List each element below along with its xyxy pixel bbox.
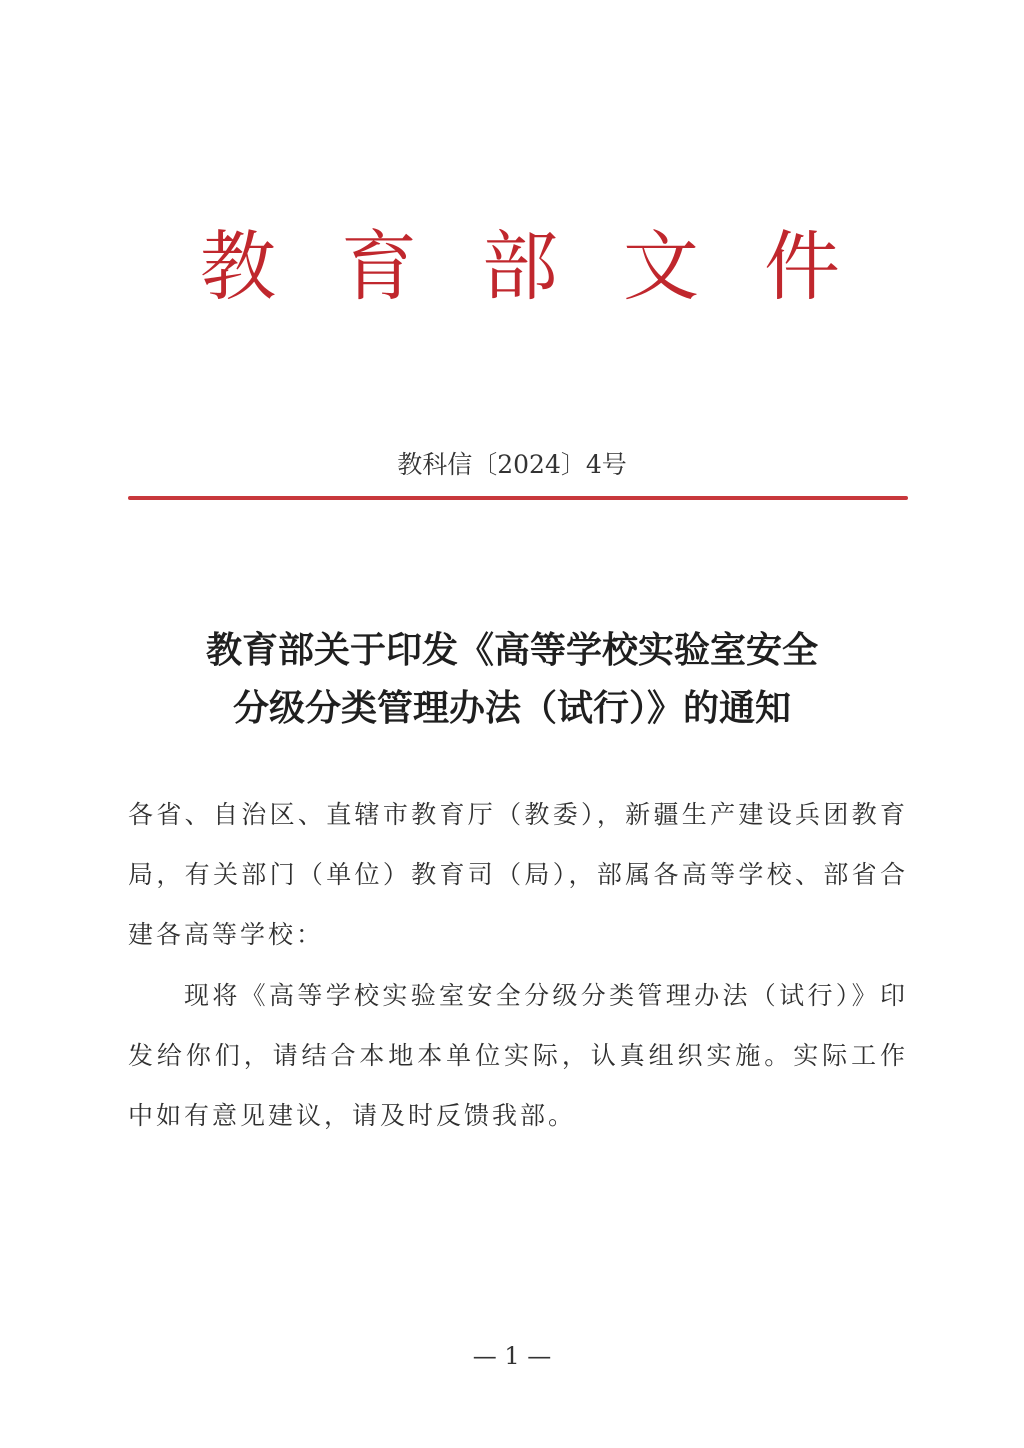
notice-title-line-2: 分级分类管理办法（试行）》的通知 [232, 688, 791, 729]
issuer-header [200, 222, 840, 312]
issuer-char: 件 [764, 222, 840, 311]
red-divider [128, 496, 908, 500]
issuer-char: 教 [200, 222, 276, 311]
notice-title [0, 622, 1024, 738]
notice-title-line-1: 教育部关于印发《高等学校实验室安全 [205, 630, 818, 671]
body-paragraph: 现将《高等学校实验室安全分级分类管理办法（试行）》印发给你们，请结合本地本单位实际，认真组织实施。实际工作中如有意见建议，请及时反馈我部。 [128, 981, 908, 1130]
page-number: — 1 — [472, 1342, 552, 1370]
document-number: 教科信〔2024〕4号 [397, 450, 627, 479]
addressee-paragraph: 各省、自治区、直辖市教育厅（教委），新疆生产建设兵团教育局，有关部门（单位）教育司（局），部属各高等学校、部省合建各高等学校： [128, 800, 908, 949]
issuer-char: 文 [623, 222, 699, 311]
issuer-char: 育 [341, 222, 417, 311]
issuer-char: 部 [482, 222, 558, 311]
